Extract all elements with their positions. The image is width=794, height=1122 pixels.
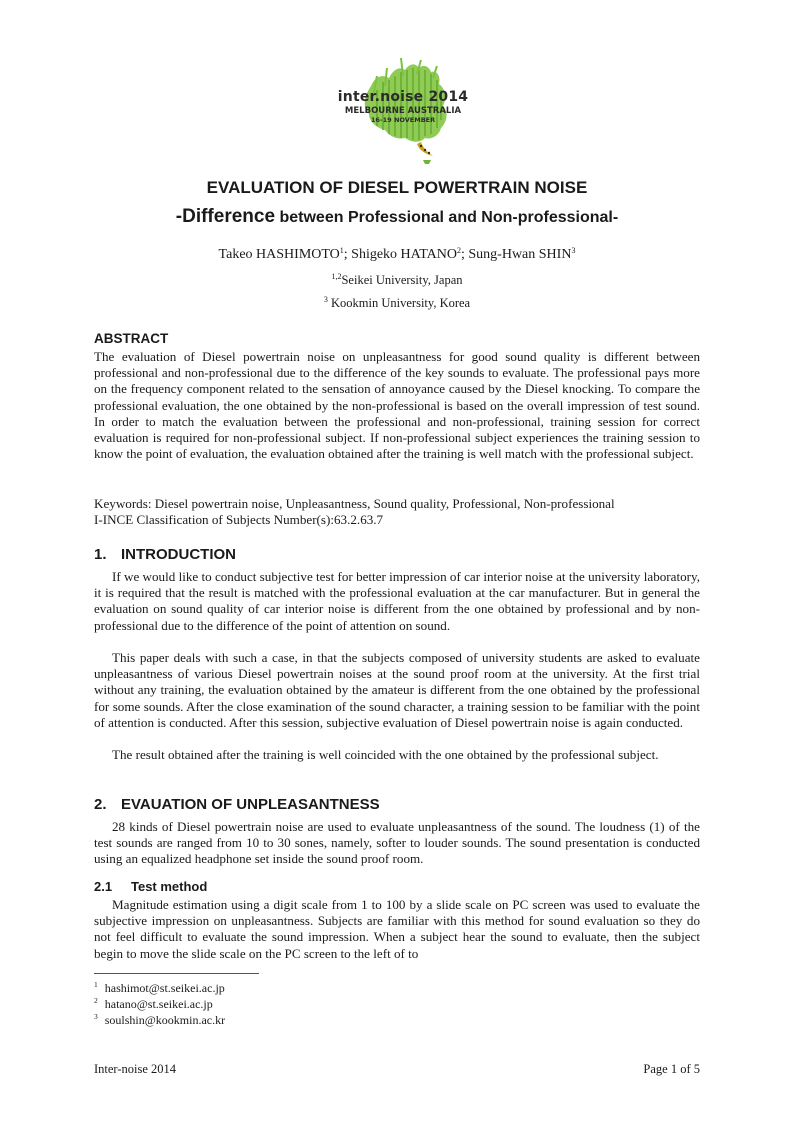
paragraph: Magnitude estimation using a digit scale from 1 to 100 by a slide scale on PC screen was used to evaluate the subjective impression on unpleasantness. Subjects are familiar with this method for sound evaluation so they do not feel difficult to evaluate the sound impression. When a subject hear the sound to evaluate, then the subject begin to move the slide scale on the PC screen to the left of to [94, 897, 700, 961]
affiliation-mark: 1,2 [331, 272, 342, 281]
paragraph: This paper deals with such a case, in that the subjects composed of university students are asked to evaluate unpleasantness of various Diesel powertrain noises at the sound proof room at the university. At the first trial without any training, the evaluation obtained by the amateur is different from the one obtained by the professional for some sounds. After the close examination of the sound character, a training session to be familiar with the point of attention is conducted. After this session, subjective evaluation of Diesel powertrain noise is again conducted. [94, 650, 700, 730]
section-title: INTRODUCTION [121, 546, 236, 563]
paper-subtitle [94, 206, 700, 228]
section-number: 1. [94, 546, 107, 563]
footnote-rule [94, 973, 259, 974]
footer-page-number: Page 1 of 5 [643, 1062, 700, 1076]
subsection-number: 2.1 [94, 879, 113, 894]
affiliation [94, 272, 700, 288]
author-affiliation-mark: 1 [339, 246, 344, 255]
footer-conference: Inter-noise 2014 [94, 1062, 177, 1076]
affiliation-text: Kookmin University, Korea [331, 296, 471, 310]
conference-logo [333, 56, 473, 164]
footnote [94, 980, 225, 996]
author-name: Sung-Hwan SHIN [468, 247, 572, 262]
footnote-text: soulshin@kookmin.ac.kr [104, 1013, 226, 1027]
paragraph: 28 kinds of Diesel powertrain noise are used to evaluate unpleasantness of the sound. The loudness (1) of the test sounds are ranged from 10 to 30 sones, namely, softer to louder sounds. The sound presentation is conducted using an equalized headphone set inside the sound proof room. [94, 819, 700, 867]
affiliation-text: Seikei University, Japan [341, 273, 463, 287]
keywords: Keywords: Diesel powertrain noise, Unpleasantness, Sound quality, Professional, Non-professional [94, 496, 615, 511]
subsection-heading [94, 879, 207, 894]
affiliation-mark: 3 [323, 295, 328, 304]
footnote-mark: 2 [94, 996, 98, 1005]
footnote-mark: 1 [94, 980, 98, 989]
abstract-heading: ABSTRACT [94, 331, 169, 346]
author-separator: ; [343, 247, 352, 262]
author-name: Shigeko HATANO [351, 247, 457, 262]
abstract-text: The evaluation of Diesel powertrain noise on unpleasantness for good sound quality is different between professional and non-professional due to the difference of the key sounds to evaluate. The professional pays more on the frequency component related to the sensation of annoyance caused by the Diesel knocking. To compare the professional evaluation, the one obtained by the non-professional is based on the overall impression of test sound. In order to match the evaluation between the professional and non-professional, training session for correct evaluation is required for non-professional subject. If non-professional subject experiences the training session to know the point of evaluation, the evaluation obtained after the training is well match with the professional subject. [94, 349, 700, 462]
paper-page [94, 0, 700, 1122]
logo-title: inter.noise 2014 [337, 89, 469, 105]
footnote-text: hatano@st.seikei.ac.jp [104, 997, 213, 1011]
paragraph: If we would like to conduct subjective test for better impression of car interior noise at the university laboratory, it is required that the result is matched with the professional evaluation at the car manufacturer. But in general the evaluation on sound quality of car interior noise is different from the one obtained by professional and by non-professional due to the difference of the point of attention on sound. [94, 569, 700, 633]
logo-location: MELBOURNE AUSTRALIA [344, 106, 462, 116]
subtitle-prefix: -Difference [175, 206, 276, 227]
subsection-title: Test method [131, 879, 208, 894]
section-heading [94, 546, 236, 563]
paper-title: EVALUATION OF DIESEL POWERTRAIN NOISE [206, 178, 588, 197]
author-affiliation-mark: 2 [457, 246, 461, 255]
author-list [94, 246, 700, 263]
logo-dates: 16-19 NOVEMBER [370, 116, 436, 124]
subtitle-rest: between Professional and Non-professional- [275, 209, 619, 226]
author-affiliation-mark: 3 [571, 246, 576, 255]
section-title: EVAUATION OF UNPLEASANTNESS [121, 796, 380, 813]
author-name: Takeo HASHIMOTO [218, 247, 340, 262]
paragraph: The result obtained after the training is well coincided with the one obtained by the professional subject. [112, 747, 659, 762]
author-separator: ; [461, 247, 469, 262]
section-heading [94, 796, 380, 813]
section-number: 2. [94, 796, 107, 813]
classification: I-INCE Classification of Subjects Number(s):63.2.63.7 [94, 512, 384, 527]
footnote-text: hashimot@st.seikei.ac.jp [104, 981, 225, 995]
footnote [94, 996, 213, 1012]
affiliation [94, 295, 700, 311]
footnote [94, 1012, 225, 1028]
footnote-mark: 3 [94, 1012, 98, 1021]
